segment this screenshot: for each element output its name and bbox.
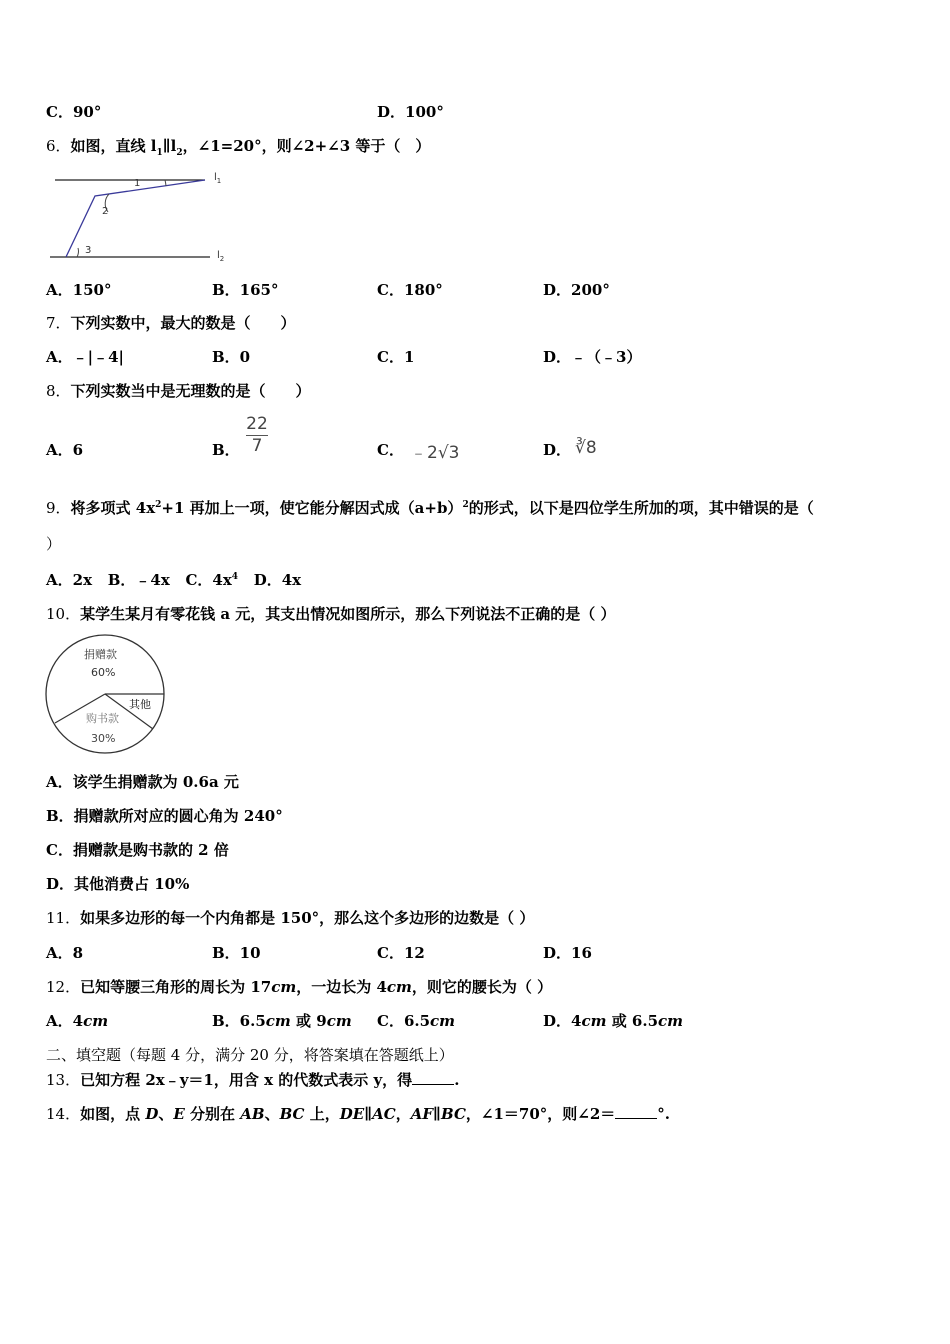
q12-option-b: B．6.5cm 或 9cm bbox=[212, 1012, 352, 1030]
q9-options: A．2x B．﹣4x C．$4x^4$ D．4x bbox=[46, 571, 302, 589]
question-13: 13．已知方程 2x﹣y＝1，用含 x 的代数式表示 y，得 . bbox=[46, 1071, 460, 1089]
q11-option-b: B．10 bbox=[212, 944, 261, 962]
question-6: 6．如图，直线 $l_1\parallel l_2$，∠1=20°，则∠2+∠3 等于（ ） bbox=[46, 137, 431, 158]
q8-option-d-math: ∛8 bbox=[575, 438, 597, 458]
question-9-cont: ） bbox=[46, 535, 62, 553]
q5-option-c: C．90° bbox=[46, 103, 102, 121]
section-2-heading: 二、填空题（每题 4 分，满分 20 分，将答案填在答题纸上） bbox=[46, 1046, 454, 1064]
q6-option-a: A．150° bbox=[46, 281, 112, 299]
q11-option-a: A．8 bbox=[46, 944, 84, 962]
question-14: 14．如图，点 D、E 分别在 AB、BC 上，DE∥AC，AF∥BC，∠1＝70°，则∠2＝ °. bbox=[46, 1105, 671, 1123]
q7-option-a: A．﹣|﹣4| bbox=[46, 348, 124, 366]
q10-option-c: C．捐赠款是购书款的 2 倍 bbox=[46, 841, 229, 859]
question-8: 8．下列实数当中是无理数的是（ ） bbox=[46, 382, 311, 400]
q10-option-d: D．其他消费占 10% bbox=[46, 875, 190, 893]
q14-answer-blank[interactable] bbox=[615, 1104, 657, 1119]
q12-option-a: A．4cm bbox=[46, 1012, 109, 1030]
q8-option-d-label: D． bbox=[543, 441, 572, 459]
question-11: 11．如果多边形的每一个内角都是 150°，那么这个多边形的边数是（ ） bbox=[46, 909, 535, 927]
question-12: 12．已知等腰三角形的周长为 17cm，一边长为 4cm，则它的腰长为（ ） bbox=[46, 978, 553, 996]
pie-pct-donation: 60% bbox=[91, 666, 116, 679]
q8-option-a: A．6 bbox=[46, 441, 84, 459]
q6-parallel-lines-figure bbox=[50, 166, 235, 266]
q11-option-c: C．12 bbox=[377, 944, 425, 962]
l1-label: $l_1$ bbox=[214, 172, 222, 185]
q12-option-c: C．6.5cm bbox=[377, 1012, 456, 1030]
q6-number: 6． bbox=[46, 137, 71, 155]
q6-option-b: B．165° bbox=[212, 281, 279, 299]
angle-2-label: 2 bbox=[102, 206, 109, 217]
q8-option-c-math: ﹣2√3 bbox=[410, 443, 460, 463]
q11-option-d: D．16 bbox=[543, 944, 592, 962]
q8-fraction: 22 7 bbox=[246, 414, 268, 456]
pie-label-donation: 捐赠款 bbox=[84, 648, 117, 661]
pie-label-other: 其他 bbox=[129, 698, 151, 711]
q10-pie-chart bbox=[44, 634, 168, 758]
q6-option-d: D．200° bbox=[543, 281, 610, 299]
q12-option-d: D．4cm 或 6.5cm bbox=[543, 1012, 684, 1030]
question-9: 9．将多项式 $4x^2+1$ 再加上一项，使它能分解因式成$(a+b)^2$的形式，以下是四位学生所加的项，其中错误的是（ bbox=[46, 499, 814, 517]
angle-1-label: 1 bbox=[134, 178, 141, 189]
q6-option-c: C．180° bbox=[377, 281, 443, 299]
q8-option-c-label: C． bbox=[377, 441, 404, 459]
q8-option-b-label: B． bbox=[212, 441, 240, 459]
pie-label-books: 购书款 bbox=[86, 712, 119, 725]
question-10: 10．某学生某月有零花钱 a 元，其支出情况如图所示，那么下列说法不正确的是（ ） bbox=[46, 605, 616, 623]
q5-option-d: D．100° bbox=[377, 103, 444, 121]
q13-answer-blank[interactable] bbox=[412, 1070, 454, 1085]
q10-option-a: A．该学生捐赠款为 0.6a 元 bbox=[46, 773, 239, 791]
pie-pct-books: 30% bbox=[91, 732, 116, 745]
question-7: 7．下列实数中，最大的数是（ ） bbox=[46, 314, 296, 332]
angle-3-label: 3 bbox=[85, 245, 92, 256]
q10-option-b: B．捐赠款所对应的圆心角为 240° bbox=[46, 807, 283, 825]
q7-option-c: C．1 bbox=[377, 348, 415, 366]
l2-label: $l_2$ bbox=[217, 250, 225, 263]
q7-option-d: D．﹣（﹣3） bbox=[543, 348, 642, 366]
q7-option-b: B．0 bbox=[212, 348, 251, 366]
